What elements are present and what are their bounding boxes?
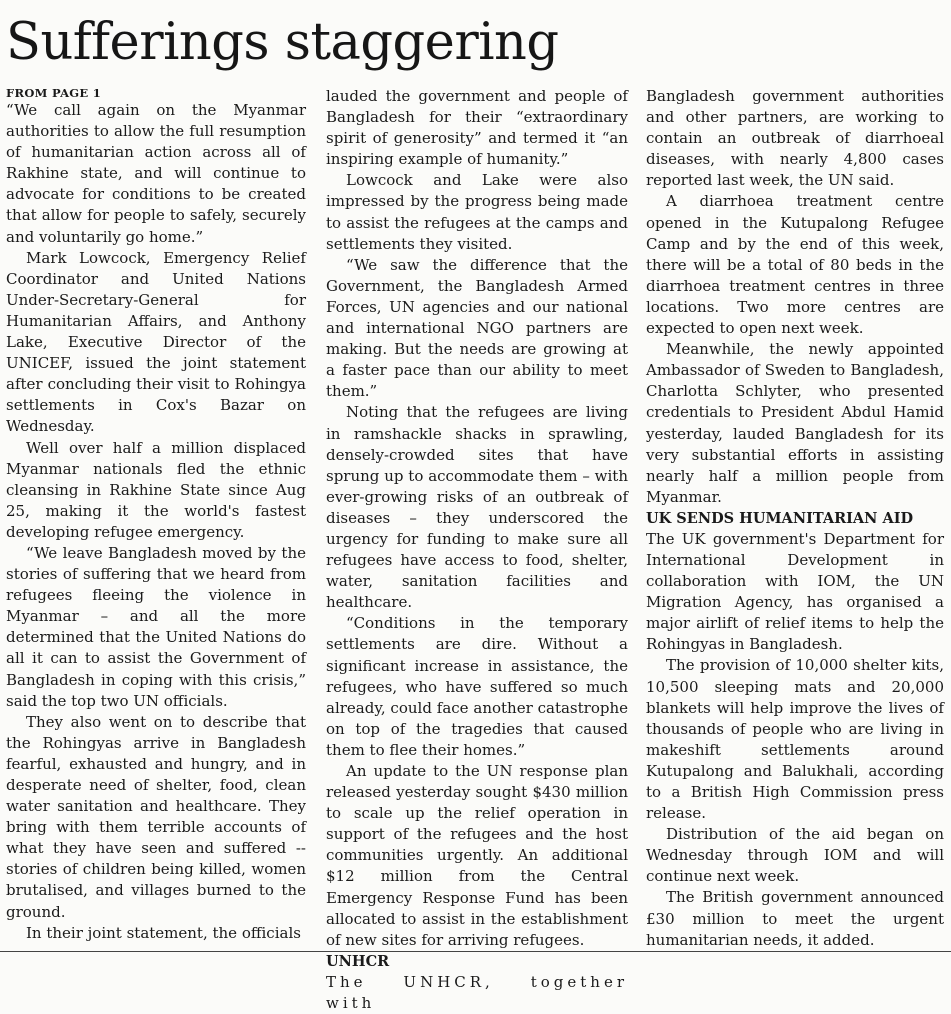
paragraph: Meanwhile, the newly appointed Ambassador of Sweden to Bangladesh, Charlotta Schlyter, who presented credentials to President Abdul Hamid yesterday, lauded Bangladesh for its very substantial efforts in assisting nearly half a million people from Myanmar. bbox=[646, 340, 944, 506]
subhead-uk-aid: UK SENDS HUMANITARIAN AID bbox=[646, 509, 914, 527]
paragraph: Noting that the refugees are living in ramshackle shacks in sprawling, densely-crowded sites that have sprung up to accommodate them – with ever-growing risks of an outbreak of diseases – they underscored the urgency for funding to make sure all refugees have access to food, shelter, water, sanitation facilities and healthcare. bbox=[326, 403, 628, 612]
paragraph: lauded the government and people of Bangladesh for their “extraordinary spirit of generosity” and termed it “an inspiring example of humanity.” bbox=[326, 87, 628, 169]
subhead-unhcr: UNHCR bbox=[326, 952, 390, 970]
paragraph: An update to the UN response plan released yesterday sought $430 million to scale up the relief operation in support of the refugees and the host communities urgently. An additional $12 million from the Central Emergency Response Fund has been allocated to assist in the establishment of new sites for arriving refugees. bbox=[326, 762, 628, 949]
paragraph: “We call again on the Myanmar authorities to allow the full resumption of humanitarian action across all of Rakhine state, and will continue to advocate for conditions to be created that allow for people to safely, securely and voluntarily go home.” bbox=[6, 101, 306, 246]
article-column-2 bbox=[326, 86, 628, 1014]
article-column-3 bbox=[646, 86, 944, 951]
paragraph: “Conditions in the temporary settlements are dire. Without a significant increase in assistance, the refugees, who have suffered so much already, could face another catastrophe on top of the tragedies that caused them to flee their homes.” bbox=[326, 614, 628, 759]
paragraph: In their joint statement, the officials bbox=[26, 923, 301, 942]
kicker-from-page-1: FROM PAGE 1 bbox=[6, 86, 102, 100]
bottom-divider bbox=[0, 951, 951, 952]
paragraph: The UNHCR, together with bbox=[326, 972, 628, 1012]
article-column-1 bbox=[6, 86, 306, 944]
paragraph: “We saw the difference that the Government, the Bangladesh Armed Forces, UN agencies and our national and international NGO partners are making. But the needs are growing at a faster pace than our ability to meet them.” bbox=[326, 255, 628, 401]
paragraph: Bangladesh government authorities and other partners, are working to contain an outbreak of diarrhoeal diseases, with nearly 4,800 cases reported last week, the UN said. bbox=[646, 87, 944, 190]
paragraph: A diarrhoea treatment centre opened in the Kutupalong Refugee Camp and by the end of this week, there will be a total of 80 beds in the diarrhoea treatment centres in three locations. Two more centres are expected to open next week. bbox=[646, 192, 944, 338]
paragraph: Lowcock and Lake were also impressed by the progress being made to assist the refugees at the camps and settlements they visited. bbox=[326, 171, 628, 253]
paragraph: Distribution of the aid began on Wednesday through IOM and will continue next week. bbox=[646, 825, 944, 886]
paragraph: Mark Lowcock, Emergency Relief Coordinator and United Nations Under-Secretary-General for Humanitarian Affairs, and Anthony Lake, Executive Director of the UNICEF, issued the joint statement after concluding their visit to Rohingya settlements in Cox's Bazar on Wednesday. bbox=[6, 248, 306, 436]
paragraph: Well over half a million displaced Myanmar nationals fled the ethnic cleansing in Rakhine State since Aug 25, making it the world's fastest developing refugee emergency. bbox=[6, 438, 306, 541]
paragraph: The UK government's Department for International Development in collaboration with IOM, the UN Migration Agency, has organised a major airlift of relief items to help the Rohingyas in Bangladesh. bbox=[646, 529, 944, 654]
paragraph: The provision of 10,000 shelter kits, 10,500 sleeping mats and 20,000 blankets will help improve the lives of thousands of people who are living in makeshift settlements around Kutupalong and Balukhali, according to a British High Commission press release. bbox=[646, 656, 944, 823]
paragraph: The British government announced £30 million to meet the urgent humanitarian needs, it added. bbox=[646, 888, 944, 949]
paragraph: “We leave Bangladesh moved by the stories of suffering that we heard from refugees fleeing the violence in Myanmar – and all the more determined that the United Nations do all it can to assist the Government of Bangladesh in coping with this crisis,” said the top two UN officials. bbox=[6, 543, 306, 710]
paragraph: They also went on to describe that the Rohingyas arrive in Bangladesh fearful, exhausted and hungry, and in desperate need of shelter, food, clean water sanitation and healthcare. They bring with them terrible accounts of what they have seen and suffered -- stories of children being killed, women brutalised, and villages burned to the ground. bbox=[6, 712, 306, 921]
headline: Sufferings staggering bbox=[6, 13, 559, 72]
